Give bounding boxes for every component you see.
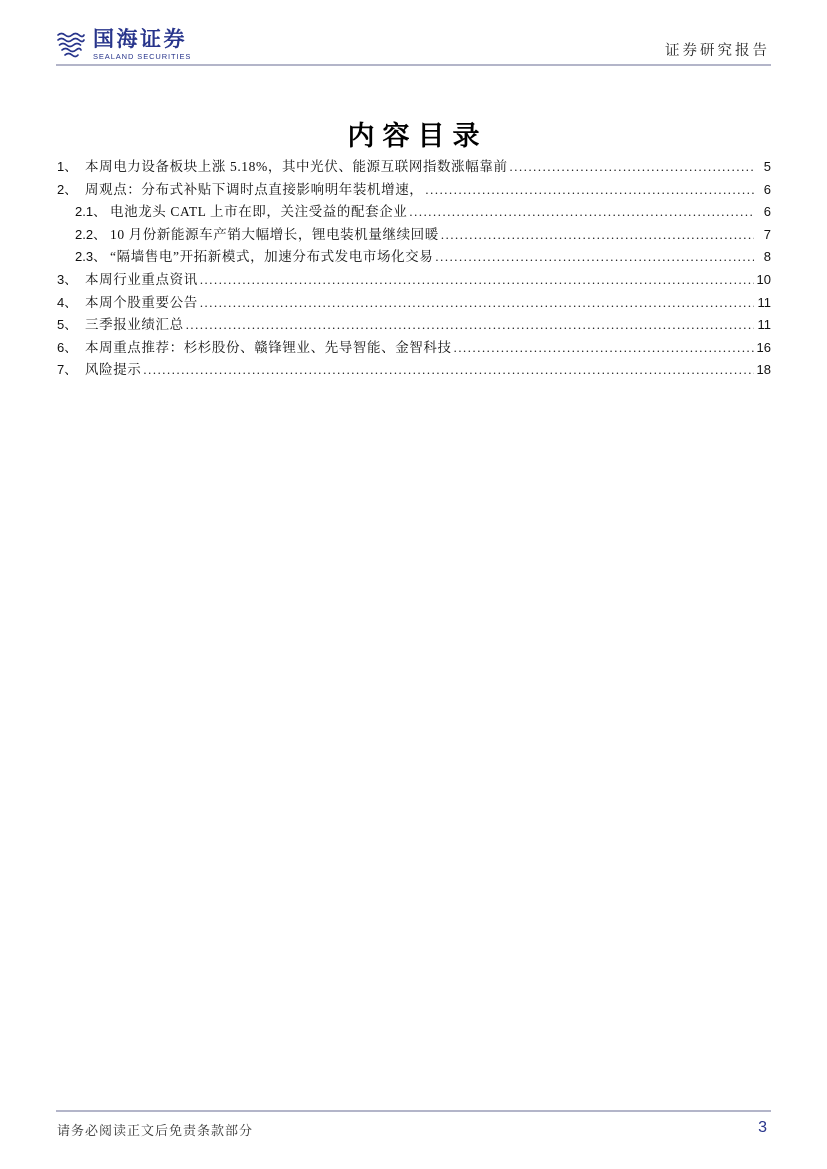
toc-dotted-leader <box>200 269 754 292</box>
toc-entry[interactable] <box>57 337 771 360</box>
toc-entry[interactable] <box>57 179 771 202</box>
toc-entry-label: 本周行业重点资讯 <box>85 271 198 287</box>
toc-entry-page: 11 <box>757 317 771 333</box>
toc-dotted-leader <box>200 292 754 315</box>
toc-entry-label: 本周个股重要公告 <box>85 294 198 310</box>
toc-entry[interactable] <box>57 246 771 269</box>
toc-entry-page: 11 <box>757 294 771 310</box>
toc-entry-label: 10 月份新能源车产销大幅增长，锂电装机量继续回暖 <box>110 226 439 242</box>
toc-entry-number: 6、 <box>57 339 78 355</box>
brand-name-en: SEALAND SECURITIES <box>93 52 192 61</box>
toc-entry-label: “隔墙售电”开拓新模式，加速分布式发电市场化交易 <box>110 249 434 265</box>
footer-page-number: 3 <box>758 1119 767 1136</box>
toc-dotted-leader <box>441 224 754 247</box>
toc-entry[interactable] <box>57 224 771 247</box>
toc-entry-label: 风险提示 <box>85 362 142 378</box>
report-type-label: 证券研究报告 <box>665 43 770 59</box>
toc-entry-page: 18 <box>756 362 771 378</box>
toc-entry-page: 16 <box>756 339 771 355</box>
toc-dotted-leader <box>435 246 754 269</box>
sealand-wave-logo-icon <box>56 30 86 60</box>
toc-entry-page: 7 <box>763 226 771 242</box>
toc-entry-page: 10 <box>756 271 771 287</box>
toc-dotted-leader <box>409 201 754 224</box>
brand-name-cn: 国海证券 <box>93 28 187 51</box>
toc-entry-number: 5、 <box>57 317 78 333</box>
toc-entry-number: 4、 <box>57 294 78 310</box>
toc-entry-label: 周观点：分布式补贴下调时点直接影响明年装机增速， <box>85 181 424 197</box>
toc-dotted-leader <box>425 179 754 202</box>
footer-disclaimer: 请务必阅读正文后免责条款部分 <box>57 1123 254 1138</box>
toc-entry[interactable] <box>57 269 771 292</box>
toc-entry-number: 2.3、 <box>75 249 107 265</box>
toc-title: 内容目录 <box>347 121 488 151</box>
toc-entry-number: 1、 <box>57 159 78 174</box>
toc-entry[interactable] <box>57 156 771 179</box>
toc-entry-page: 8 <box>763 249 771 265</box>
footer-divider <box>56 1110 771 1112</box>
toc-entry-page: 5 <box>763 159 771 174</box>
toc-entry-label: 本周重点推荐：杉杉股份、赣锋锂业、先导智能、金智科技 <box>85 339 452 355</box>
toc-entry[interactable] <box>57 314 771 337</box>
toc-dotted-leader <box>186 314 754 337</box>
toc-entry[interactable] <box>57 201 771 224</box>
toc-entry-page: 6 <box>763 204 771 220</box>
toc-entry[interactable] <box>57 292 771 315</box>
brand-logo <box>56 29 191 61</box>
toc-entry-label: 本周电力设备板块上涨 5.18%，其中光伏、能源互联网指数涨幅靠前 <box>85 159 508 174</box>
toc-entry-number: 2、 <box>57 181 78 197</box>
toc-dotted-leader <box>143 359 754 382</box>
toc-entry[interactable] <box>57 359 771 382</box>
toc-dotted-leader <box>454 337 754 360</box>
toc-entry-label: 电池龙头 CATL 上市在即，关注受益的配套企业 <box>110 204 408 220</box>
toc-entry-number: 2.1、 <box>75 204 107 220</box>
toc-entry-number: 2.2、 <box>75 226 107 242</box>
toc-dotted-leader <box>510 156 754 179</box>
toc-entry-label: 三季报业绩汇总 <box>85 317 184 333</box>
toc-entry-number: 7、 <box>57 362 78 378</box>
table-of-contents <box>57 156 771 382</box>
toc-entry-number: 3、 <box>57 271 78 287</box>
header-divider <box>56 64 771 66</box>
toc-entry-page: 6 <box>763 181 771 197</box>
